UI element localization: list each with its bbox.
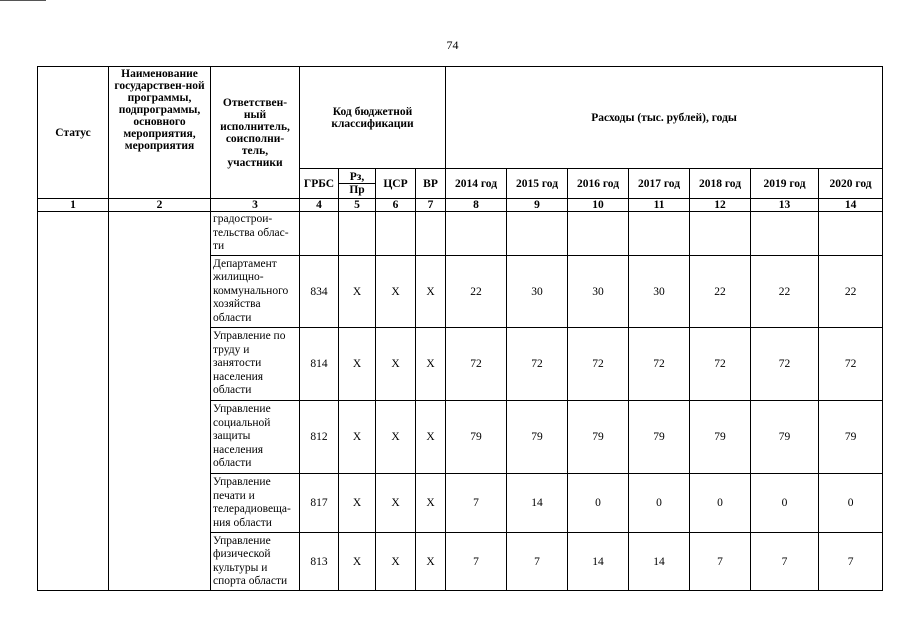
value-cell: 79 [819, 401, 883, 474]
page-number: 74 [446, 38, 459, 52]
value-cell [690, 212, 751, 256]
vr-cell: Х [416, 474, 446, 533]
value-cell: 72 [819, 328, 883, 401]
value-cell [507, 212, 568, 256]
header-csr: ЦСР [376, 169, 416, 199]
header-rz-pr [339, 169, 376, 199]
grbs-cell: 813 [300, 533, 339, 591]
column-number: 14 [819, 199, 883, 212]
header-year: 2017 год [629, 169, 690, 199]
responsible-cell: Управление социальной защиты населения области [211, 401, 300, 474]
column-number: 3 [211, 199, 300, 212]
rzpr-cell: Х [339, 474, 376, 533]
csr-cell: Х [376, 533, 416, 591]
csr-cell: Х [376, 328, 416, 401]
responsible-cell: Управление печати и телерадиовеща-ния области [211, 474, 300, 533]
header-vr: ВР [416, 169, 446, 199]
value-cell: 0 [819, 474, 883, 533]
value-cell [446, 212, 507, 256]
column-number: 2 [109, 199, 211, 212]
value-cell: 22 [690, 256, 751, 328]
csr-cell [376, 212, 416, 256]
value-cell: 14 [507, 474, 568, 533]
header-year: 2015 год [507, 169, 568, 199]
table-row [38, 212, 883, 256]
column-number: 7 [416, 199, 446, 212]
responsible-cell: градострои-тельства облас-ти [211, 212, 300, 256]
column-number: 5 [339, 199, 376, 212]
column-number: 9 [507, 199, 568, 212]
header-budget-code: Код бюджетной классификации [300, 67, 446, 169]
value-cell: 72 [751, 328, 819, 401]
responsible-cell: Управление по труду и занятости населения области [211, 328, 300, 401]
value-cell [751, 212, 819, 256]
header-year: 2020 год [819, 169, 883, 199]
grbs-cell: 812 [300, 401, 339, 474]
value-cell: 22 [446, 256, 507, 328]
vr-cell: Х [416, 401, 446, 474]
value-cell: 7 [446, 533, 507, 591]
budget-table [37, 66, 883, 591]
header-year: 2016 год [568, 169, 629, 199]
value-cell: 7 [446, 474, 507, 533]
value-cell: 72 [690, 328, 751, 401]
value-cell: 79 [751, 401, 819, 474]
value-cell: 30 [568, 256, 629, 328]
column-number: 6 [376, 199, 416, 212]
value-cell: 7 [690, 533, 751, 591]
value-cell: 0 [629, 474, 690, 533]
header-year: 2018 год [690, 169, 751, 199]
csr-cell: Х [376, 474, 416, 533]
status-cell [38, 212, 109, 591]
value-cell [819, 212, 883, 256]
column-number: 4 [300, 199, 339, 212]
csr-cell: Х [376, 401, 416, 474]
responsible-cell: Департамент жилищно-коммунального хозяйства области [211, 256, 300, 328]
header-expenses: Расходы (тыс. рублей), годы [446, 67, 883, 169]
column-number: 8 [446, 199, 507, 212]
column-number: 13 [751, 199, 819, 212]
vr-cell: Х [416, 533, 446, 591]
value-cell: 72 [568, 328, 629, 401]
grbs-cell: 814 [300, 328, 339, 401]
header-status: Статус [38, 67, 109, 199]
header-grbs: ГРБС [300, 169, 339, 199]
rzpr-cell [339, 212, 376, 256]
value-cell: 0 [568, 474, 629, 533]
value-cell: 72 [629, 328, 690, 401]
value-cell: 79 [446, 401, 507, 474]
csr-cell: Х [376, 256, 416, 328]
value-cell [568, 212, 629, 256]
vr-cell [416, 212, 446, 256]
name-cell [109, 212, 211, 591]
grbs-cell: 817 [300, 474, 339, 533]
rzpr-cell: Х [339, 328, 376, 401]
header-year: 2019 год [751, 169, 819, 199]
value-cell: 7 [507, 533, 568, 591]
value-cell: 22 [751, 256, 819, 328]
value-cell: 14 [629, 533, 690, 591]
value-cell: 7 [751, 533, 819, 591]
header-pr: Пр [349, 184, 365, 196]
column-number: 1 [38, 199, 109, 212]
column-number: 12 [690, 199, 751, 212]
grbs-cell: 834 [300, 256, 339, 328]
value-cell: 0 [751, 474, 819, 533]
rzpr-cell: Х [339, 533, 376, 591]
value-cell: 30 [507, 256, 568, 328]
column-number: 11 [629, 199, 690, 212]
grbs-cell [300, 212, 339, 256]
header-year: 2014 год [446, 169, 507, 199]
header-rz: Рз, [339, 171, 375, 184]
value-cell: 72 [446, 328, 507, 401]
value-cell: 0 [690, 474, 751, 533]
top-rule [0, 0, 46, 1]
value-cell: 72 [507, 328, 568, 401]
value-cell: 14 [568, 533, 629, 591]
column-number: 10 [568, 199, 629, 212]
responsible-cell: Управление физической культуры и спорта области [211, 533, 300, 591]
rzpr-cell: Х [339, 256, 376, 328]
vr-cell: Х [416, 328, 446, 401]
rzpr-cell: Х [339, 401, 376, 474]
value-cell [629, 212, 690, 256]
value-cell: 79 [690, 401, 751, 474]
header-responsible: Ответствен-ный исполнитель, соисполни-тель, участники [211, 67, 300, 199]
value-cell: 22 [819, 256, 883, 328]
value-cell: 7 [819, 533, 883, 591]
value-cell: 79 [568, 401, 629, 474]
value-cell: 30 [629, 256, 690, 328]
value-cell: 79 [629, 401, 690, 474]
header-name: Наименование государствен-ной программы, подпрограммы, основного мероприятия, мероприятия [109, 67, 211, 199]
value-cell: 79 [507, 401, 568, 474]
vr-cell: Х [416, 256, 446, 328]
